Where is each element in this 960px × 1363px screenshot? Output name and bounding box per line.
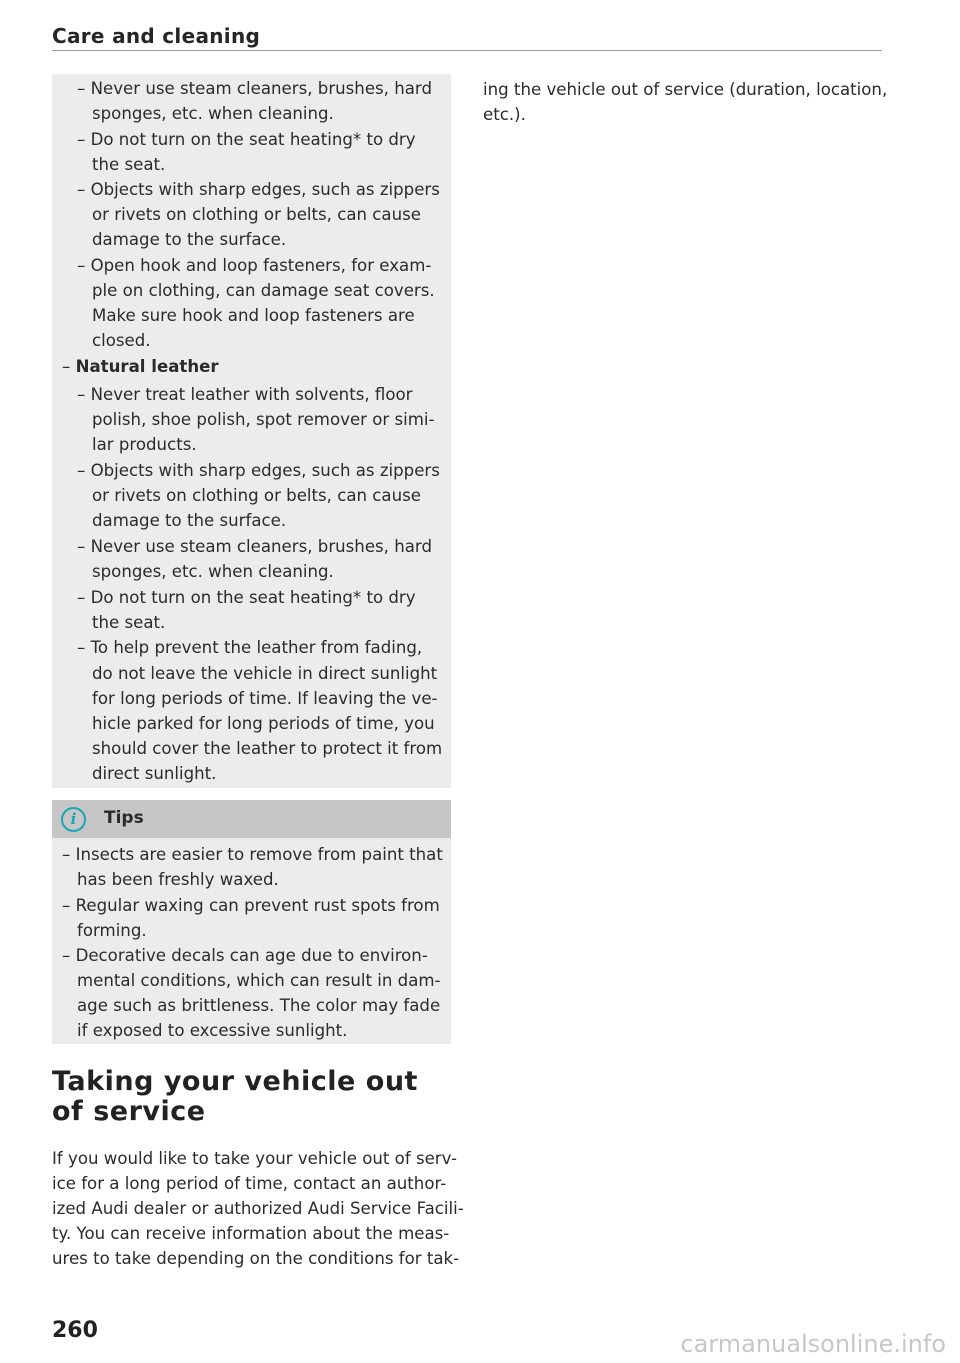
list-item: sponges, etc. when cleaning.: [92, 104, 334, 123]
cleaning-notes-box: [52, 74, 451, 788]
list-item: – To help prevent the leather from fading,: [77, 638, 423, 657]
watermark-text: carmanualsonline.info: [680, 1330, 946, 1358]
tips-box: [52, 800, 451, 1044]
list-item: – Decorative decals can age due to environ-: [62, 946, 428, 965]
tips-title: Tips: [104, 808, 144, 828]
paragraph-line: ures to take depending on the conditions for tak-: [52, 1249, 460, 1268]
list-item: – Objects with sharp edges, such as zippers: [77, 461, 440, 480]
paragraph-line: ice for a long period of time, contact an author-: [52, 1174, 447, 1193]
tips-header: [52, 800, 451, 838]
list-item: the seat.: [92, 613, 166, 632]
page-number: 260: [52, 1318, 98, 1343]
header-divider: [52, 50, 882, 51]
list-item: – Do not turn on the seat heating* to dry: [77, 588, 416, 607]
paragraph-line: ing the vehicle out of service (duration, location,: [483, 80, 888, 99]
list-item: has been freshly waxed.: [77, 870, 279, 889]
list-item: forming.: [77, 921, 147, 940]
list-item: or rivets on clothing or belts, can cause: [92, 486, 421, 505]
list-item: – Never treat leather with solvents, floor: [77, 385, 413, 404]
list-item: – Open hook and loop fasteners, for exam-: [77, 256, 432, 275]
list-item: for long periods of time. If leaving the ve-: [92, 689, 438, 708]
list-item: polish, shoe polish, spot remover or simi-: [92, 410, 435, 429]
list-item: – Objects with sharp edges, such as zippers: [77, 180, 440, 199]
list-item: lar products.: [92, 435, 197, 454]
list-item: – Never use steam cleaners, brushes, hard: [77, 79, 432, 98]
natural-leather-heading: [62, 354, 219, 379]
paragraph-line: If you would like to take your vehicle out of serv-: [52, 1149, 457, 1168]
list-item: do not leave the vehicle in direct sunlight: [92, 664, 438, 683]
list-item: should cover the leather to protect it from: [92, 739, 443, 758]
paragraph-line: ty. You can receive information about the meas-: [52, 1224, 450, 1243]
list-item: damage to the surface.: [92, 511, 287, 530]
list-item: age such as brittleness. The color may fade: [77, 996, 441, 1015]
list-item: damage to the surface.: [92, 230, 287, 249]
list-item: Make sure hook and loop fasteners are: [92, 306, 415, 325]
list-item: the seat.: [92, 155, 166, 174]
list-item: – Never use steam cleaners, brushes, hard: [77, 537, 432, 556]
list-item: – Insects are easier to remove from paint that: [62, 845, 443, 864]
natural-leather-label: Natural leather: [75, 357, 219, 376]
dash: –: [62, 357, 76, 376]
list-item: sponges, etc. when cleaning.: [92, 562, 334, 581]
list-item: – Do not turn on the seat heating* to dry: [77, 130, 416, 149]
list-item: or rivets on clothing or belts, can cause: [92, 205, 421, 224]
info-circle-icon: i: [61, 807, 86, 832]
section-title-line1: Taking your vehicle out: [52, 1066, 418, 1097]
list-item: mental conditions, which can result in dam-: [77, 971, 441, 990]
list-item: hicle parked for long periods of time, you: [92, 714, 435, 733]
section-title-line2: of service: [52, 1096, 206, 1127]
list-item: ple on clothing, can damage seat covers.: [92, 281, 435, 300]
paragraph-line: etc.).: [483, 105, 526, 124]
list-item: if exposed to excessive sunlight.: [77, 1021, 348, 1040]
list-item: – Regular waxing can prevent rust spots from: [62, 896, 440, 915]
list-item: closed.: [92, 331, 151, 350]
paragraph-line: ized Audi dealer or authorized Audi Service Facili-: [52, 1199, 464, 1218]
list-item: direct sunlight.: [92, 764, 217, 783]
header-title: Care and cleaning: [52, 24, 261, 48]
